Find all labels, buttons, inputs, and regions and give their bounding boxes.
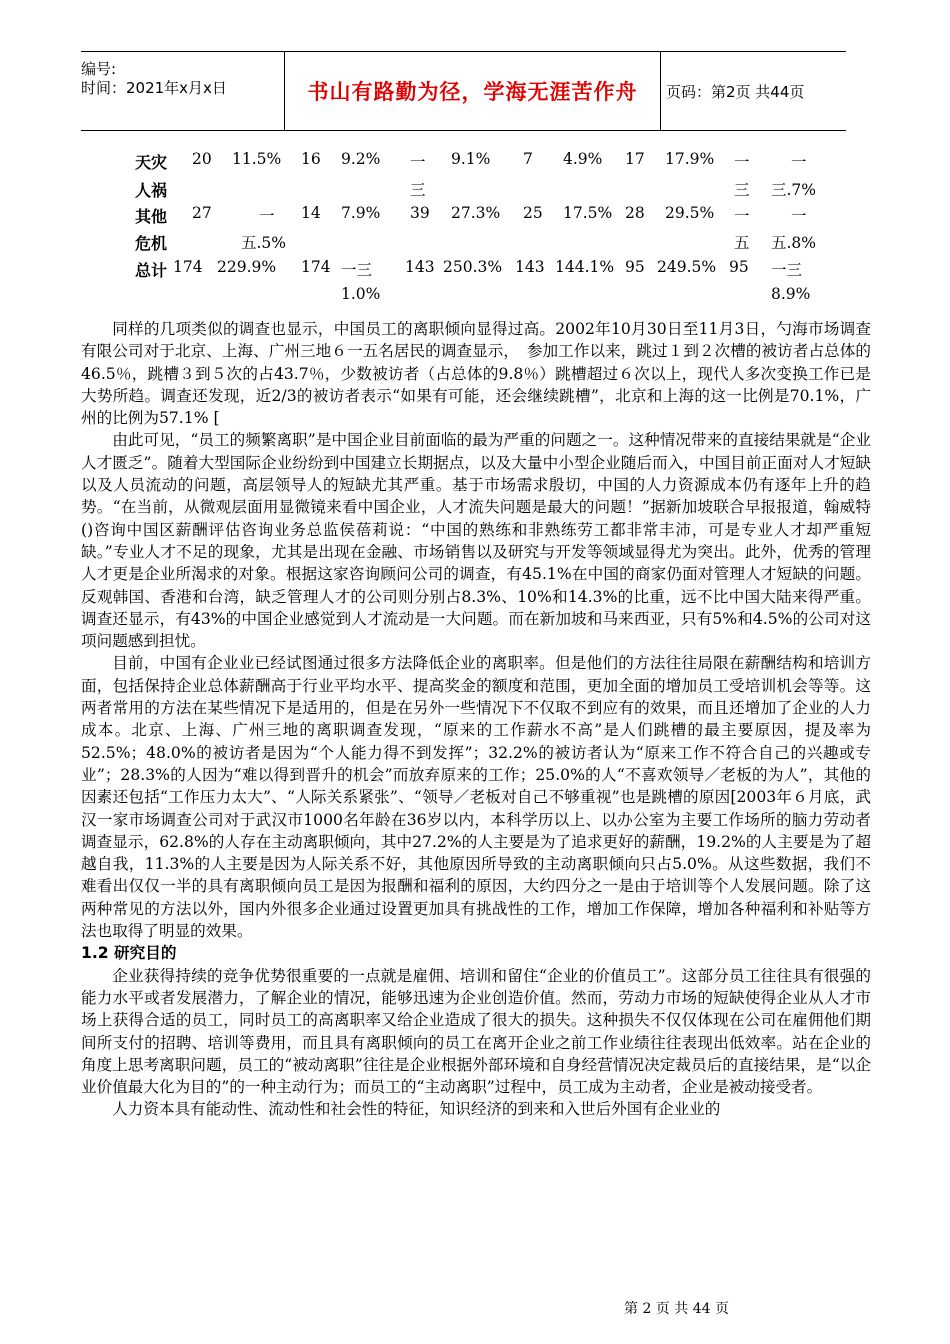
doc-code-label: 编号: [81, 60, 117, 78]
table-cell: 7.9% [341, 204, 381, 222]
table-cell: 29.5% [665, 204, 715, 222]
table-cell: 249.5% [657, 258, 717, 276]
header-motto: 书山有路勤为径，学海无涯苦作舟 [284, 52, 661, 130]
document-body [81, 318, 871, 1121]
table-cell: 五.8% [771, 234, 817, 252]
table-cell: 一三 [341, 261, 373, 279]
table-cell: 一 [734, 153, 750, 171]
table-cell: 25 [523, 204, 543, 222]
table-cell: 11.5% [232, 150, 282, 168]
table-cell: 16 [301, 150, 321, 168]
header-page-info: 页码：第2页 共44页 [666, 82, 805, 101]
table-cell: 17 [625, 150, 645, 168]
paragraph: 人力资本具有能动性、流动性和社会性的特征，知识经济的到来和入世后外国有企业业的 [112, 1100, 721, 1119]
table-cell: 一 [791, 207, 807, 225]
row-label-bottom: 人祸 [135, 181, 168, 200]
table-cell: 五 [734, 234, 750, 252]
table-cell: 39 [410, 204, 430, 222]
document-header [81, 51, 846, 131]
paragraph: 同样的几项类似的调查也显示，中国员工的离职倾向显得过高。2002年10月30日至11月3日，勺海市场调查有限公司对于北京、上海、广州三地６一五名居民的调查显示， 参加工作以来，跳过１到２次槽的被访者占总体的46.5％，跳槽３到５次的占43.7％，少数被访者（占总体的9.8％）跳槽超过６次以上，现代人多次变换工作已是大势所趋。调查还发现，近2/3的被访者表示“如果有可能，还会继续跳槽”，北京和上海的这一比例是70.1%，广州的比例为57.1% [ [81, 320, 871, 428]
table-cell: 一 [410, 153, 426, 171]
table-cell: 14 [301, 204, 321, 222]
table-cell: 17.9% [665, 150, 715, 168]
paragraph: 企业获得持续的竞争优势很重要的一点就是雇佣、培训和留住“企业的价值员工”。这部分员工往往具有很强的能力水平或者发展潜力，了解企业的情况，能够迅速为企业创造价值。然而，劳动力市场的短缺使得企业从人才市场上获得合适的员工，同时员工的高离职率又给企业造成了很大的损失。这种损失不仅仅体现在公司在雇佣他们期间所支付的招聘、培训等费用，而且具有离职倾向的员工在离开企业之前工作业绩往往表现出低效率。站在企业的角度上思考离职问题，员工的“被动离职”往往是企业根据外部环境和自身经营情况决定裁员后的直接结果，是“以企业价值最大化为目的”的一种主动行为；而员工的“主动离职”过程中，员工成为主动者，企业是被动接受者。 [81, 966, 871, 1097]
table-cell: 95 [625, 258, 645, 276]
row-label-bottom: 危机 [135, 234, 168, 253]
table-cell: 三.7% [771, 181, 817, 199]
table-cell: 1.0% [341, 285, 381, 303]
table-cell: 三 [410, 181, 426, 199]
table-cell: 9.2% [341, 150, 381, 168]
header-meta [81, 52, 284, 130]
table-cell: 27 [192, 204, 212, 222]
table-cell: 五.5% [241, 234, 287, 252]
table-cell: 4.9% [563, 150, 603, 168]
paragraph: 目前，中国有企业业已经试图通过很多方法降低企业的离职率。但是他们的方法往往局限在薪酬结构和培训方面，包括保持企业总体薪酬高于行业平均水平、提高奖金的额度和范围，更加全面的增加员工受培训机会等等。这两者常用的方法在某些情况下是适用的，但是在另外一些情况下不仅取不到应有的效果，而且还增加了企业的人力成本。北京、上海、广州三地的离职调查发现，“原来的工作薪水不高”是人们跳槽的最主要原因，提及率为52.5%；48.0%的被访者是因为“个人能力得不到发挥”；32.2%的被访者认为“原来工作不符合自己的兴趣或专业”；28.3%的人因为“难以得到晋升的机会”而放弃原来的工作；25.0%的人“不喜欢领导／老板的为人”，其他的因素还包括“工作压力太大”、“人际关系紧张”、“领导／老板对自己不够重视”也是跳槽的原因[2003年６月底，武汉一家市场调查公司对于武汉市1000名年龄在36岁以内，本科学历以上、以办公室为主要工作场所的脑力劳动者调查显示，62.8%的人存在主动离职倾向，其中27.2%的人主要是为了追求更好的薪酬，19.2%的人主要是为了超越自我，11.3%的人主要是因为人际关系不好，其他原因所导致的主动离职倾向只占5.0%。从这些数据，我们不难看出仅仅一半的具有离职倾向员工是因为报酬和福利的原因，大约四分之一是由于培训等个人发展问题。除了这两种常见的方法以外，国内外很多企业通过设置更加具有挑战性的工作，增加工作保障，增加各种福利和补贴等方法也取得了明显的效果。 [81, 654, 871, 941]
doc-time-label: 时间：2021年x月x日 [81, 79, 227, 97]
table-cell: 一 [259, 207, 275, 225]
table-cell: 8.9% [771, 285, 811, 303]
row-label-top: 天灾 [135, 153, 168, 172]
table-cell: 9.1% [451, 150, 491, 168]
section-heading: 1.2 研究目的 [81, 944, 177, 963]
table-cell: 174 [173, 258, 203, 276]
table-cell: 20 [192, 150, 212, 168]
page-footer: 第 2 页 共 44 页 [624, 1301, 729, 1317]
table-cell: 一三 [771, 261, 803, 279]
table-cell: 143 [515, 258, 545, 276]
paragraph: 由此可见，“员工的频繁离职”是中国企业目前面临的最为严重的问题之一。这种情况带来的直接结果就是“企业人才匮乏”。随着大型国际企业纷纷到中国建立长期据点，以及大量中小型企业随后而入，中国目前正面对人才短缺以及人员流动的问题，高层领导人的短缺尤其严重。基于市场需求殷切，中国的人力资源成本仍有逐年上升的趋势。“在当前，从微观层面用显微镜来看中国企业，人才流失问题是最大的问题！”据新加坡联合早报报道，翰威特()咨询中国区薪酬评估咨询业务总监侯蓓莉说：“中国的熟练和非熟练劳工都非常丰沛，可是专业人才却严重短缺。”专业人才不足的现象，尤其是出现在金融、市场销售以及研究与开发等领域显得尤为突出。此外，优秀的管理人才更是企业所渴求的对象。根据这家咨询顾问公司的调查，有45.1%在中国的商家仍面对管理人才短缺的问题。反观韩国、香港和台湾，缺乏管理人才的公司则分别占8.3%、10%和14.3%的比重，远不比中国大陆来得严重。调查还显示，有43%的中国企业感觉到人才流动是一大问题。而在新加坡和马来西亚，只有5%和4.5%的公司对这项问题感到担忧。 [81, 431, 871, 651]
table-cell: 17.5% [563, 204, 613, 222]
table-cell: 250.3% [443, 258, 503, 276]
table-cell: 144.1% [555, 258, 615, 276]
table-cell: 一 [734, 207, 750, 225]
table-cell: 一 [791, 153, 807, 171]
table-cell: 95 [729, 258, 749, 276]
table-cell: 27.3% [451, 204, 501, 222]
row-label-top: 其他 [135, 207, 168, 226]
table-cell: 143 [405, 258, 435, 276]
table-cell: 229.9% [217, 258, 277, 276]
table-cell: 7 [523, 150, 533, 168]
row-label-top: 总计 [135, 261, 168, 280]
table-cell: 28 [625, 204, 645, 222]
table-cell: 三 [734, 181, 750, 199]
table-cell: 174 [301, 258, 331, 276]
